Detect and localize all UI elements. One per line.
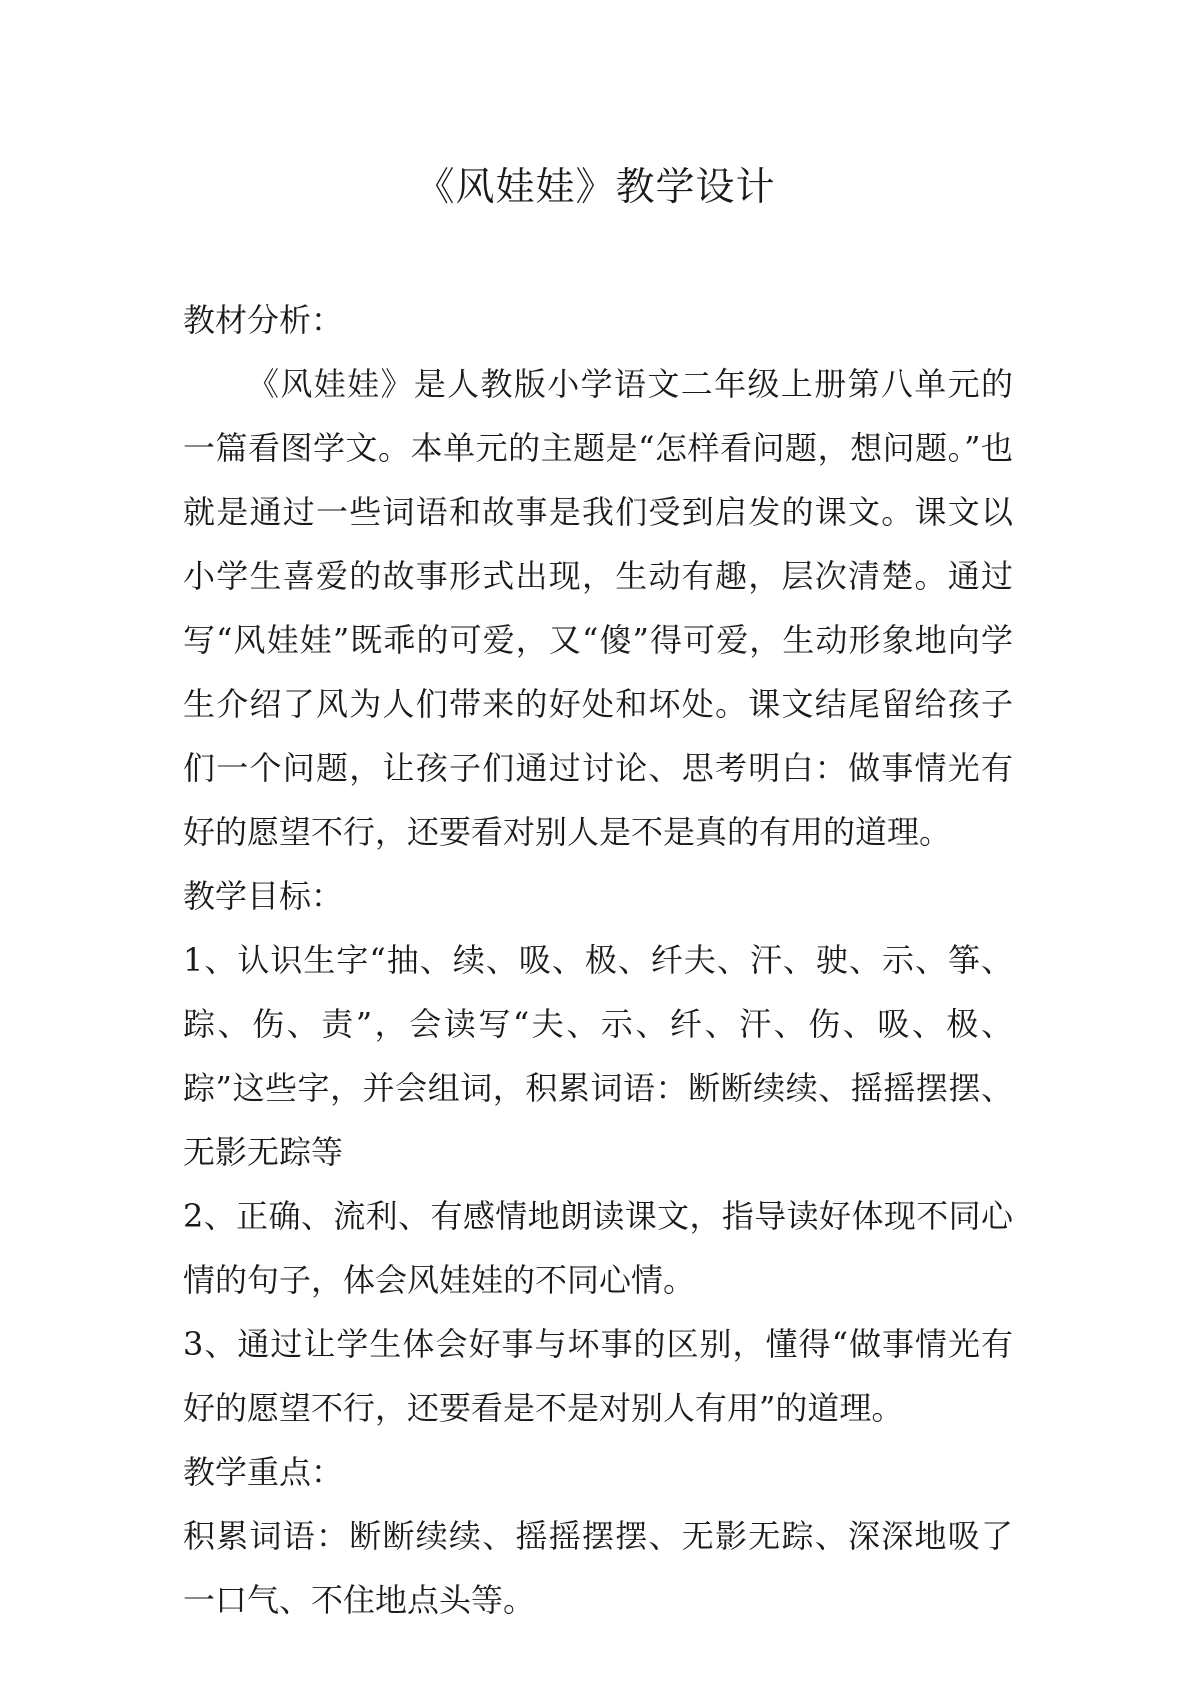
paragraph: 《风娃娃》是人教版小学语文二年级上册第八单元的一篇看图学文。本单元的主题是“怎样看问题，想问题。”也就是通过一些词语和故事是我们受到启发的课文。课文以小学生喜爱的故事形式出现，生动有趣，层次清楚。通过写“风娃娃”既乖的可爱，又“傻”得可爱，生动形象地向学生介绍了风为人们带来的好处和坏处。课文结尾留给孩子们一个问题，让孩子们通过讨论、思考明白：做事情光有好的愿望不行，还要看对别人是不是真的有用的道理。 <box>183 365 1013 851</box>
section-heading: 教学重点： <box>183 1453 344 1491</box>
paragraph: 积累词语：断断续续、摇摇摆摆、无影无踪、深深地吸了一口气、不住地点头等。 <box>183 1517 1013 1619</box>
section-textbook-analysis <box>183 288 1013 864</box>
document-title: 《风娃娃》教学设计 <box>415 165 776 210</box>
section-teaching-focus <box>183 1440 1013 1632</box>
section-heading: 教材分析： <box>183 301 344 339</box>
goal-item: 2、正确、流利、有感情地朗读课文，指导读好体现不同心情的句子，体会风娃娃的不同心情。 <box>183 1197 1013 1299</box>
section-heading: 教学目标： <box>183 877 344 915</box>
goal-item: 3、通过让学生体会好事与坏事的区别，懂得“做事情光有好的愿望不行，还要看是不是对别人有用”的道理。 <box>183 1325 1013 1427</box>
section-teaching-goals <box>183 864 1013 1440</box>
goal-item: 1、认识生字“抽、续、吸、极、纤夫、汗、驶、示、筝、踪、伤、责”，会读写“夫、示、纤、汗、伤、吸、极、踪”这些字，并会组词，积累词语：断断续续、摇摇摆摆、无影无踪等 <box>183 941 1013 1171</box>
document-body <box>183 288 1013 1632</box>
